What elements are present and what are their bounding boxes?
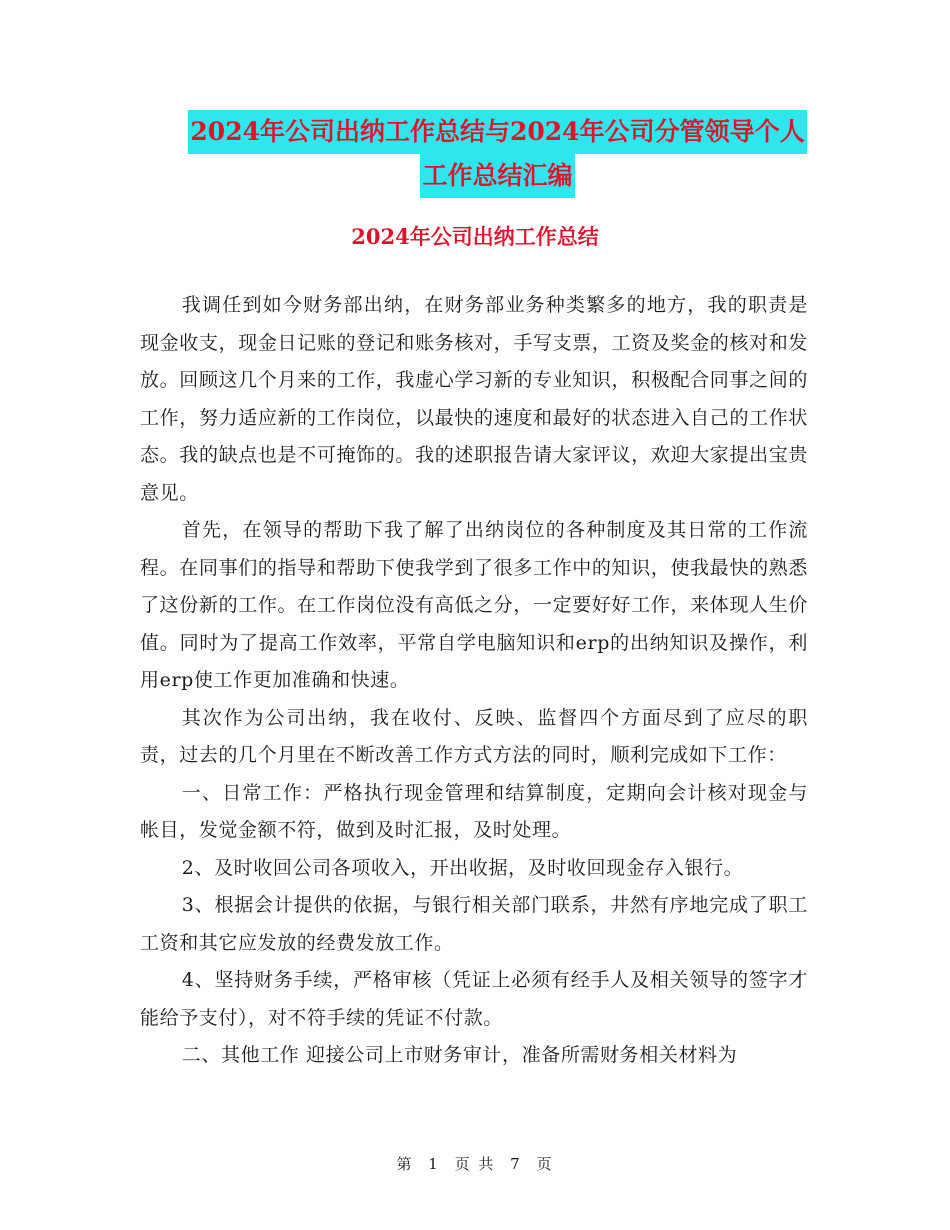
- paragraph: 其次作为公司出纳，我在收付、反映、监督四个方面尽到了应尽的职责，过去的几个月里在不断改善工作方式方法的同时，顺利完成如下工作：: [140, 706, 808, 766]
- paragraph: 2、及时收回公司各项收入，开出收据，及时收回现金存入银行。: [181, 856, 744, 879]
- document-body: [140, 287, 808, 1075]
- page-footer-suffix: 页: [536, 1155, 554, 1173]
- paragraph: 4、坚持财务手续，严格审核（凭证上必须有经手人及相关领导的签字才能给予支付），对不符手续的凭证不付款。: [140, 969, 808, 1029]
- paragraph: 二、其他工作 迎接公司上市财务审计，准备所需财务相关材料为: [181, 1044, 738, 1066]
- document-title-line-2: 工作总结汇编: [420, 154, 574, 198]
- section-title: 2024年公司出纳工作总结: [351, 224, 599, 249]
- paragraph: 我调任到如今财务部出纳，在财务部业务种类繁多的地方，我的职责是现金收支，现金日记账的登记和账务核对，手写支票，工资及奖金的核对和发放。回顾这几个月来的工作，我虚心学习新的专业知识，积极配合同事之间的工作，努力适应新的工作岗位，以最快的速度和最好的状态进入自己的工作状态。我的缺点也是不可掩饰的。我的述职报告请大家评议，欢迎大家提出宝贵意见。: [140, 294, 808, 504]
- page-footer-middle: 页 共: [454, 1155, 496, 1173]
- page-footer: [0, 1153, 950, 1174]
- paragraph: 一、日常工作：严格执行现金管理和结算制度，定期向会计核对现金与帐目，发觉金额不符，做到及时汇报，及时处理。: [140, 781, 808, 841]
- total-pages: 7: [510, 1155, 522, 1173]
- document-title-line-1: 2024年公司出纳工作总结与2024年公司分管领导个人: [188, 110, 806, 154]
- page-number: 1: [428, 1155, 440, 1173]
- paragraph: 首先，在领导的帮助下我了解了出纳岗位的各种制度及其日常的工作流程。在同事们的指导和帮助下使我学到了很多工作中的知识，使我最快的熟悉了这份新的工作。在工作岗位没有高低之分，一定要好好工作，来体现人生价值。同时为了提高工作效率，平常自学电脑知识和erp的出纳知识及操作，利用erp使工作更加准确和快速。: [140, 519, 808, 691]
- paragraph: 3、根据会计提供的依据，与银行相关部门联系，井然有序地完成了职工工资和其它应发放的经费发放工作。: [140, 894, 808, 954]
- page-footer-prefix: 第: [396, 1155, 414, 1173]
- document-title: [140, 110, 855, 198]
